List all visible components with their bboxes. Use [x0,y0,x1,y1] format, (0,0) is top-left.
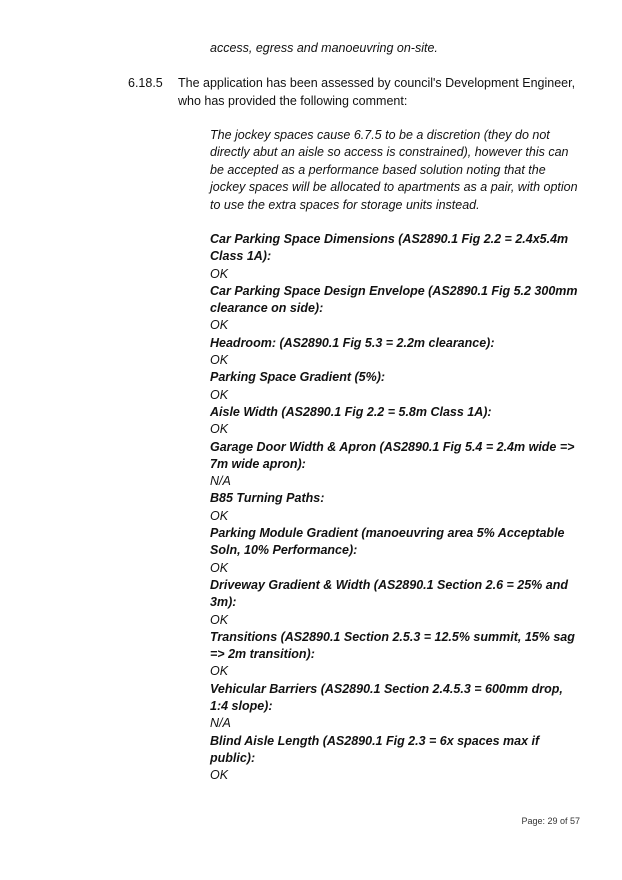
intro-line: access, egress and manoeuvring on-site. [210,41,438,55]
check-label: Headroom: (AS2890.1 Fig 5.3 = 2.2m clearance): [210,335,495,350]
check-label: Blind Aisle Length (AS2890.1 Fig 2.3 = 6x spaces max if public): [210,733,540,765]
page-number: Page: 29 of 57 [521,816,580,826]
check-item [210,335,582,370]
check-label: Car Parking Space Dimensions (AS2890.1 Fig 2.2 = 2.4x5.4m Class 1A): [210,232,569,264]
check-item [210,525,582,577]
check-item [210,733,582,785]
check-label: Parking Space Gradient (5%): [210,370,386,385]
parking-checklist [210,231,582,785]
check-result: N/A [210,716,231,731]
check-result: OK [210,612,229,627]
check-item [210,490,582,525]
check-label: Car Parking Space Design Envelope (AS2890.1 Fig 5.2 300mm clearance on side): [210,283,578,316]
check-label: B85 Turning Paths: [210,491,325,506]
check-item [210,629,582,681]
check-label: Driveway Gradient & Width (AS2890.1 Section 2.6 = 25% and 3m): [210,577,568,610]
check-result: OK [210,318,229,333]
check-item [210,283,582,335]
check-item [210,681,582,733]
check-result: OK [210,422,229,437]
check-label: Parking Module Gradient (manoeuvring area 5% Acceptable Soln, 10% Performance): [210,526,565,558]
check-result: OK [210,664,229,679]
paragraph-text: The application has been assessed by council's Development Engineer, who has provided the following comment: [178,76,576,108]
engineer-comment: The jockey spaces cause 6.7.5 to be a discretion (they do not directly abut an aisle so access is constrained), however this can be accepted as a performance based solution noting that the jockey spaces will be allocated to apartments as a pair, with option to use the extra spaces for storage units instead. [210,128,578,212]
check-label: Vehicular Barriers (AS2890.1 Section 2.4.5.3 = 600mm drop, 1:4 slope): [210,681,563,714]
paragraph-number: 6.18.5 [128,76,163,90]
check-result: OK [210,508,229,523]
check-item [210,439,582,491]
check-result: OK [210,353,229,368]
check-label: Aisle Width (AS2890.1 Fig 2.2 = 5.8m Class 1A): [210,404,492,419]
check-item [210,577,582,629]
check-item [210,231,582,283]
check-result: OK [210,387,229,402]
check-result: OK [210,560,229,575]
check-result: N/A [210,474,231,489]
check-result: OK [210,266,229,281]
check-label: Transitions (AS2890.1 Section 2.5.3 = 12.5% summit, 15% sag => 2m transition): [210,629,575,662]
check-item [210,404,582,439]
check-label: Garage Door Width & Apron (AS2890.1 Fig 5.4 = 2.4m wide => 7m wide apron): [210,439,575,471]
check-item [210,369,582,404]
check-result: OK [210,768,229,783]
